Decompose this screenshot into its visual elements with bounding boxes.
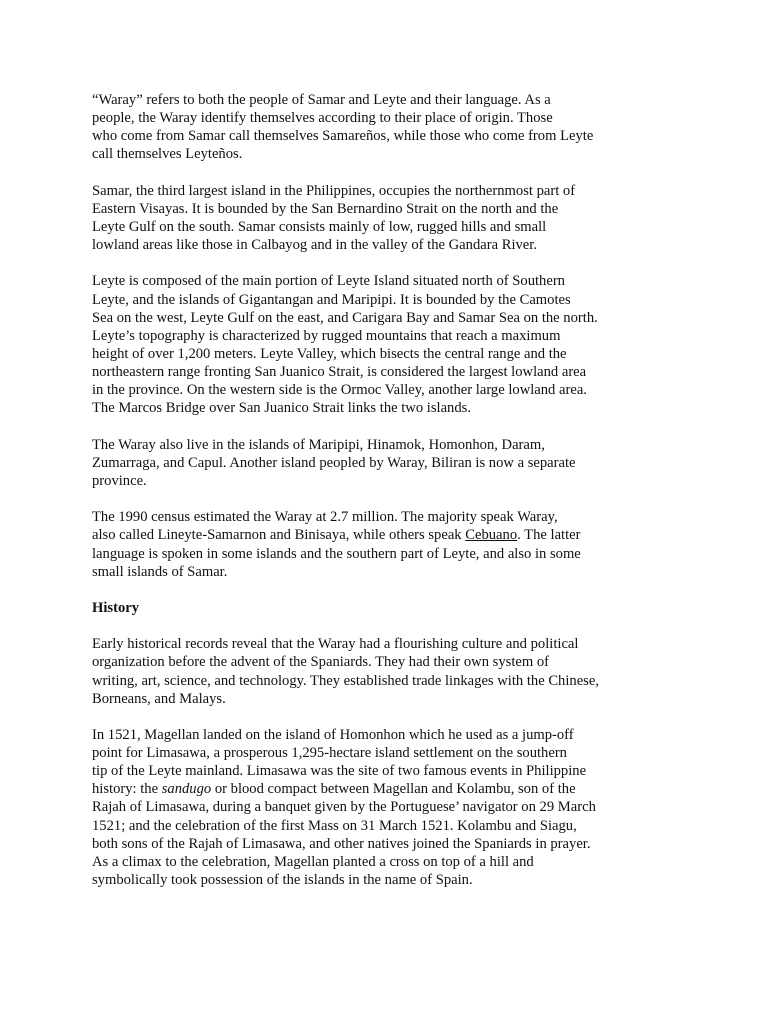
text-line: As a climax to the celebration, Magellan planted a cross on top of a hill and: [92, 853, 534, 870]
text-line: Leyte’s topography is characterized by rugged mountains that reach a maximum: [92, 327, 561, 344]
text-line: both sons of the Rajah of Limasawa, and other natives joined the Spaniards in prayer.: [92, 835, 591, 852]
text-segment: or blood compact between Magellan and Kolambu, son of the: [211, 781, 576, 798]
text-line: language is spoken in some islands and the southern part of Leyte, and also in some: [92, 545, 581, 562]
text-line: height of over 1,200 meters. Leyte Valley, which bisects the central range and the: [92, 345, 567, 362]
text-line: people, the Waray identify themselves according to their place of origin. Those: [92, 110, 553, 127]
paragraph-leyte: [92, 272, 632, 417]
paragraph-samar: [92, 182, 632, 255]
text-segment: . The latter: [517, 527, 581, 544]
text-segment: also called Lineyte-Samarnon and Binisaya, while others speak: [92, 527, 466, 544]
text-line: Zumarraga, and Capul. Another island peopled by Waray, Biliran is now a separate: [92, 454, 576, 471]
text-line: tip of the Leyte mainland. Limasawa was the site of two famous events in Philippine: [92, 763, 587, 780]
text-line: Samar, the third largest island in the Philippines, occupies the northernmost part of: [92, 182, 576, 199]
text-line: lowland areas like those in Calbayog and in the valley of the Gandara River.: [92, 237, 537, 254]
text-line: symbolically took possession of the islands in the name of Spain.: [92, 872, 473, 889]
text-line: [92, 526, 632, 544]
text-line: The Marcos Bridge over San Juanico Strait links the two islands.: [92, 400, 471, 417]
text-line: point for Limasawa, a prosperous 1,295-hectare island settlement on the southern: [92, 745, 567, 762]
text-line: northeastern range fronting San Juanico Strait, is considered the largest lowland area: [92, 364, 587, 381]
text-line: Leyte, and the islands of Gigantangan and Maripipi. It is bounded by the Camotes: [92, 291, 571, 308]
text-line: in the province. On the western side is the Ormoc Valley, another large lowland area.: [92, 382, 587, 399]
paragraph-census: [92, 508, 632, 581]
cebuano-link[interactable]: Cebuano: [465, 527, 518, 544]
text-segment: history: the: [92, 781, 162, 798]
paragraph-magellan: [92, 726, 632, 889]
paragraph-waray-intro: [92, 91, 632, 164]
text-line: Borneans, and Malays.: [92, 690, 226, 707]
document-page: [92, 91, 632, 907]
text-line: Sea on the west, Leyte Gulf on the east, and Carigara Bay and Samar Sea on the north.: [92, 309, 598, 326]
sandugo-term: sandugo: [161, 781, 212, 798]
history-heading: History: [92, 599, 140, 616]
paragraph-early-history: [92, 635, 632, 708]
text-line: writing, art, science, and technology. They established trade linkages with the Chinese,: [92, 672, 599, 689]
text-line: Leyte is composed of the main portion of Leyte Island situated north of Southern: [92, 273, 565, 290]
text-line: Early historical records reveal that the Waray had a flourishing culture and political: [92, 636, 579, 653]
text-line: “Waray” refers to both the people of Samar and Leyte and their language. As a: [92, 92, 551, 108]
text-line: call themselves Leyteños.: [92, 146, 243, 163]
text-line: In 1521, Magellan landed on the island of Homonhon which he used as a jump-off: [92, 726, 574, 743]
text-line: small islands of Samar.: [92, 563, 228, 580]
text-line: Leyte Gulf on the south. Samar consists mainly of low, rugged hills and small: [92, 218, 547, 235]
text-line: The 1990 census estimated the Waray at 2.7 million. The majority speak Waray,: [92, 509, 558, 526]
paragraph-islands: [92, 436, 632, 490]
text-line: [92, 780, 632, 798]
text-line: Rajah of Limasawa, during a banquet given by the Portuguese’ navigator on 29 March: [92, 799, 596, 816]
text-line: The Waray also live in the islands of Maripipi, Hinamok, Homonhon, Daram,: [92, 436, 545, 453]
text-line: who come from Samar call themselves Samareños, while those who come from Leyte: [92, 128, 594, 145]
text-line: 1521; and the celebration of the first Mass on 31 March 1521. Kolambu and Siagu,: [92, 817, 577, 834]
text-line: province.: [92, 472, 147, 489]
text-line: Eastern Visayas. It is bounded by the San Bernardino Strait on the north and the: [92, 200, 559, 217]
text-line: organization before the advent of the Spaniards. They had their own system of: [92, 654, 550, 671]
